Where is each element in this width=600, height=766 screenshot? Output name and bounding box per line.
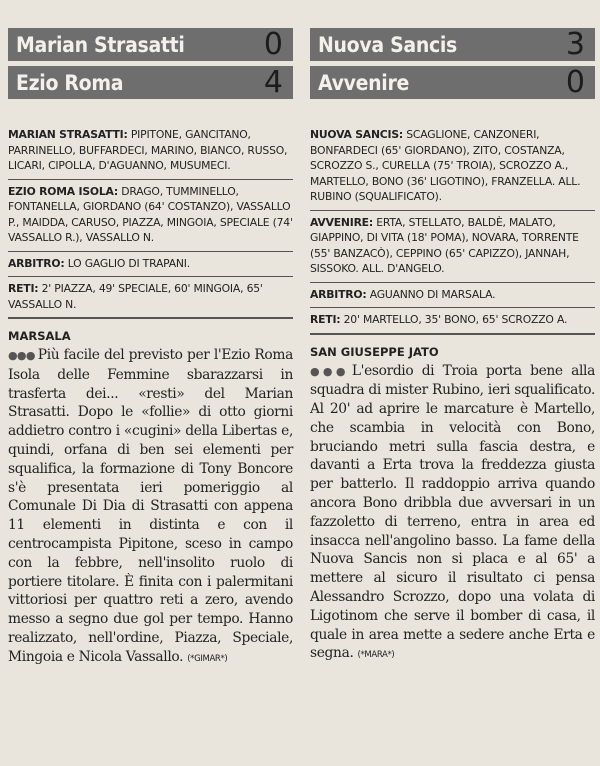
referee: ARBITRO: LO GAGLIO DI TRAPANI. bbox=[8, 252, 293, 278]
dateline-city: MARSALA bbox=[8, 329, 71, 343]
home-team-name: Nuova Sancis bbox=[318, 32, 458, 57]
dateline-city: SAN GIUSEPPE JATO bbox=[310, 344, 439, 359]
bullet-icon: ●●● bbox=[8, 349, 35, 362]
goals: RETI: 20' MARTELLO, 35' BONO, 65' SCROZZO A. bbox=[310, 308, 595, 335]
author-signature: (*MARA*) bbox=[357, 650, 395, 661]
referee: ARBITRO: AGUANNO DI MARSALA. bbox=[310, 283, 595, 309]
away-score: 4 bbox=[263, 65, 283, 100]
away-lineup: AVVENIRE: ERTA, STELLATO, BALDÈ, MALATO, GIAPPINO, DI VITA (18' POMA), NOVARA, TORRENTE (55' BANZACÒ), CEPPINO (65' CAPIZZO), JANNAH, SISSOKO. ALL. D'ANGELO. bbox=[310, 211, 595, 283]
goals: RETI: 2' PIAZZA, 49' SPECIALE, 60' MINGOIA, 65' VASSALLO N. bbox=[8, 277, 293, 319]
match-report-right bbox=[310, 0, 595, 665]
match-report-left bbox=[8, 0, 293, 669]
home-lineup: MARIAN STRASATTI: PIPITONE, GANCITANO, PARRINELLO, BUFFARDECI, MARINO, BIANCO, RUSSO, LICARI, CIPOLLA, D'AGUANNO, MUSUMECI. bbox=[8, 123, 293, 180]
away-lineup: EZIO ROMA ISOLA: DRAGO, TUMMINELLO, FONTANELLA, GIORDANO (64' COSTANZO), VASSALLO P., MAIDDA, CARUSO, PIAZZA, MINGOIA, SPECIALE (74' VASSALLO R.), VASSALLO N. bbox=[8, 180, 293, 252]
home-score: 0 bbox=[263, 27, 283, 62]
match-details bbox=[310, 123, 595, 335]
home-score-bar bbox=[8, 28, 293, 61]
away-score-bar bbox=[8, 66, 293, 99]
match-details bbox=[8, 123, 293, 319]
home-score: 3 bbox=[565, 27, 585, 62]
article-text: ●●● Più facile del previsto per l'Ezio Roma Isola delle Femmine sbarazzarsi in trasferta dei... «resti» del Marian Strasatti. Dopo le «follie» di otto giorni addietro contro i «cugini» della Libertas e, quindi, orfana di ben sei elementi per squalifica, la formazione di Tony Boncore s'è presentata ieri pomeriggio al Comunale Di Dia di Strasatti con appena 11 elementi in distinta e con il centrocampista Pipitone, sceso in campo con la febbre, nell'insolito ruolo di portiere titolare. È finita con i palermitani vittoriosi per quattro reti a zero, avendo messo a segno due gol per tempo. Hanno realizzato, nell'ordine, Piazza, Speciale, Mingoia e Nicola Vassallo. (*GIMAR*) bbox=[8, 347, 293, 665]
away-team-name: Ezio Roma bbox=[16, 70, 124, 95]
home-team-name: Marian Strasatti bbox=[16, 32, 185, 57]
author-signature: (*GIMAR*) bbox=[187, 653, 228, 664]
article-text: ●●● L'esordio di Troia porta bene alla squadra di mister Rubino, ieri squalificato. Al 20' ad aprire le marcature è Martello, che scambia in velocità con Bono, bruciando metri sulla fascia destra, e davanti a Erta trova la freddezza giusta per batterlo. Il raddoppio arriva quando ancora Bono dribbla due avversari in un fazzoletto di terreno, entra in area ed insacca nell'angolino basso. La fame della Nuova Sancis non si placa e al 65' a mettere al sicuro il risultato ci pensa Alessandro Scrozzo, dopo una volata di Ligotinom che serve il bomber di casa, il quale in area mette a sedere anche Erta e segna. (*MARA*) bbox=[310, 362, 595, 662]
home-score-bar bbox=[310, 28, 595, 61]
away-score: 0 bbox=[565, 65, 585, 100]
home-lineup: NUOVA SANCIS: SCAGLIONE, CANZONERI, BONFARDECI (65' GIORDANO), ZITO, COSTANZA, SCROZZO S., CURELLA (75' TROIA), SCROZZO A., MARTELLO, BONO (36' LIGOTINO), FRANZELLA. ALL. RUBINO (SQUALIFICATO). bbox=[310, 123, 595, 211]
away-team-name: Avvenire bbox=[318, 70, 409, 95]
away-score-bar bbox=[310, 66, 595, 99]
bullet-icon: ●●● bbox=[310, 364, 349, 378]
